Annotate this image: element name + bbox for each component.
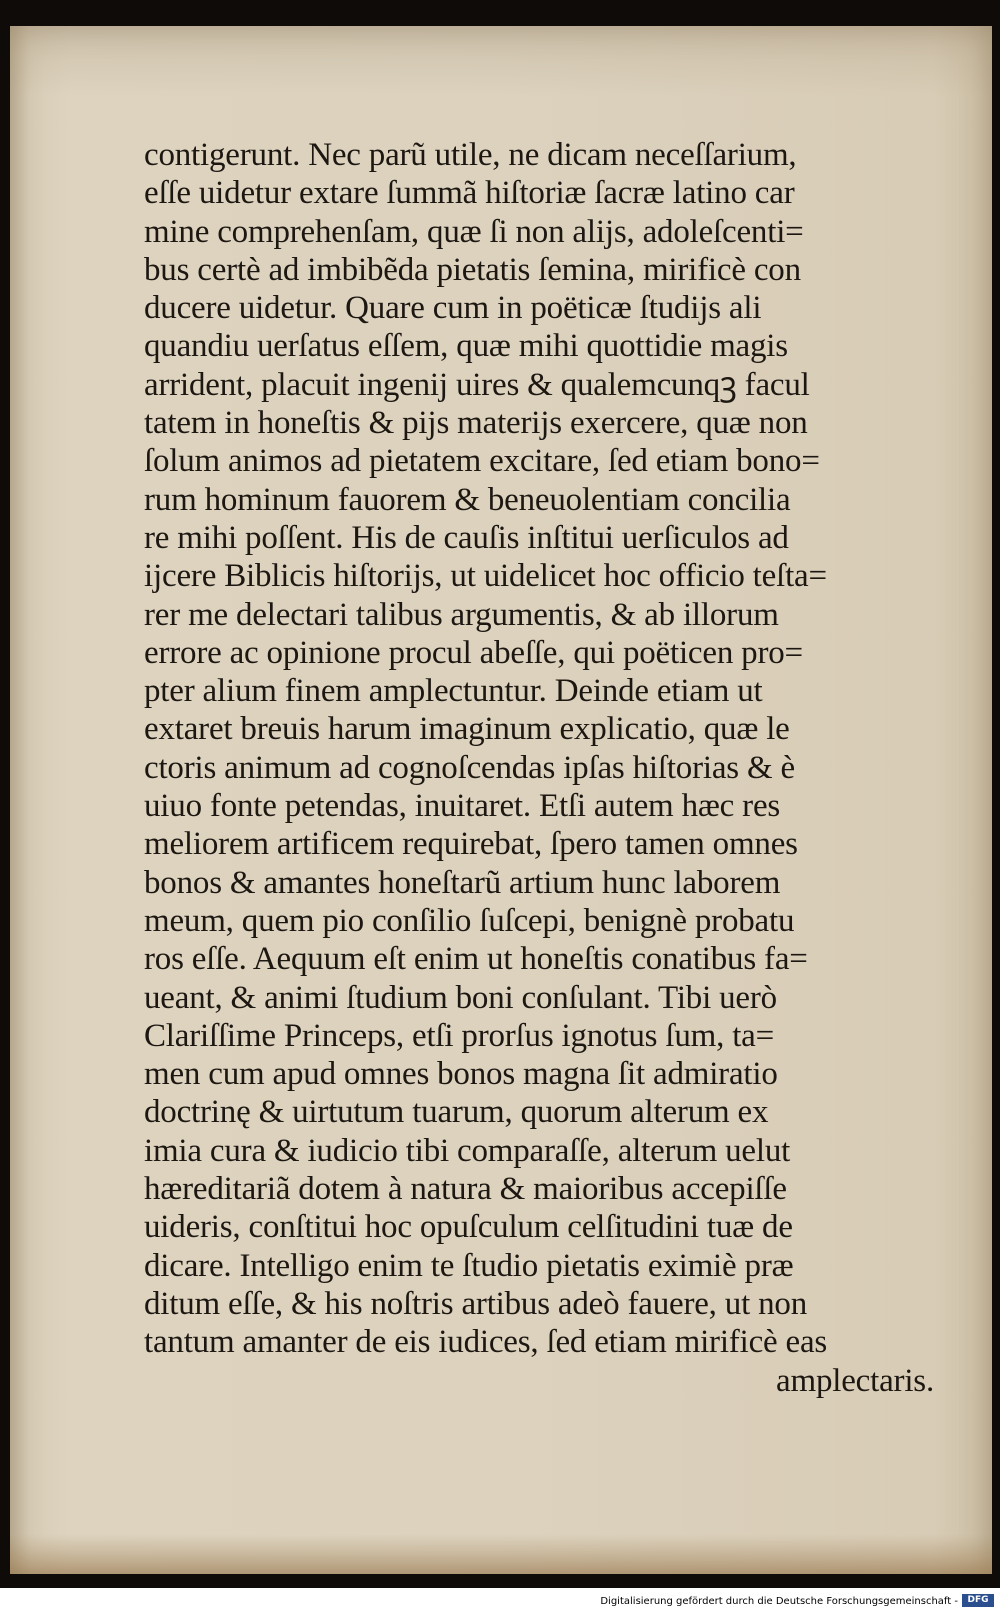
text-line: uideris, conſtitui hoc opuſculum celſitudini tuæ de: [144, 1209, 793, 1246]
text-line: meum, quem pio conſilio ſuſcepi, benignè probatu: [144, 902, 795, 939]
text-line: uiuo fonte petendas, inuitaret. Etſi autem hæc res: [144, 788, 781, 825]
text-line: imia cura & iudicio tibi comparaſſe, alterum uelut: [144, 1132, 791, 1169]
text-line: contigerunt. Nec parũ utile, ne dicam neceſſarium,: [144, 137, 797, 173]
text-line: quandiu uerſatus eſſem, quæ mihi quottidie magis: [144, 328, 788, 365]
text-line: errore ac opinione procul abeſſe, qui poëticen pro=: [144, 634, 803, 671]
funding-credit: Digitalisierung gefördert durch die Deutsche Forschungsgemeinschaft -: [600, 1596, 958, 1607]
text-line: bonos & amantes honeſtarũ artium hunc laborem: [144, 864, 781, 901]
text-line: extaret breuis harum imaginum explicatio, quæ le: [144, 711, 790, 748]
book-page: [10, 26, 992, 1574]
text-line: rer me delectari talibus argumentis, & ab illorum: [144, 596, 779, 633]
text-line: ducere uidetur. Quare cum in poëticæ ſtudĳs ali: [144, 290, 762, 327]
text-line: ſolum animos ad pietatem excitare, ſed etiam bono=: [144, 443, 820, 480]
text-line: eſſe uidetur extare ſummã hiſtoriæ ſacræ latino car: [144, 175, 795, 212]
text-line: dicare. Intelligo enim te ſtudio pietatis eximiè præ: [144, 1247, 794, 1284]
text-line: mine comprehenſam, quæ ſi non alĳs, adoleſcenti=: [144, 213, 804, 250]
text-line: arrident, placuit ingenĳ uires & qualemcunqꝫ facul: [144, 366, 810, 403]
text-line: Clariſſime Princeps, etſi prorſus ignotus ſum, ta=: [144, 1017, 775, 1054]
text-line: men cum apud omnes bonos magna ſit admiratio: [144, 1056, 778, 1093]
text-line: ĳcere Biblicis hiſtorĳs, ut uidelicet hoc officio teſta=: [144, 558, 827, 595]
text-line: bus certè ad imbibẽda pietatis ſemina, mirificè con: [144, 251, 801, 288]
body-text: [144, 136, 964, 1400]
text-line: tantum amanter de eis iudices, ſed etiam mirificè eas: [144, 1324, 828, 1361]
text-line: ctoris animum ad cognoſcendas ipſas hiſtorias & è: [144, 749, 795, 786]
text-line: pter alium finem amplectuntur. Deinde etiam ut: [144, 673, 763, 710]
text-line: re mihi poſſent. His de cauſis inſtitui uerſiculos ad: [144, 519, 789, 556]
dfg-logo-icon: DFG: [962, 1594, 994, 1607]
text-line: ros eſſe. Aequum eſt enim ut honeſtis conatibus fa=: [144, 941, 808, 978]
text-line-final: amplectaris.: [776, 1362, 934, 1399]
text-line: hæreditariã dotem à natura & maioribus accepiſſe: [144, 1171, 787, 1208]
text-line: meliorem artificem requirebat, ſpero tamen omnes: [144, 826, 798, 863]
text-line: rum hominum fauorem & beneuolentiam concilia: [144, 481, 791, 518]
text-line: ditum eſſe, & his noſtris artibus adeò fauere, ut non: [144, 1285, 807, 1322]
text-line: doctrinę & uirtutum tuarum, quorum alterum ex: [144, 1094, 769, 1131]
text-line: tatem in honeſtis & pĳs materĳs exercere, quæ non: [144, 405, 808, 442]
digitization-footer: [0, 1588, 1000, 1612]
text-line: ueant, & animi ſtudium boni conſulant. Tibi uerò: [144, 979, 777, 1016]
